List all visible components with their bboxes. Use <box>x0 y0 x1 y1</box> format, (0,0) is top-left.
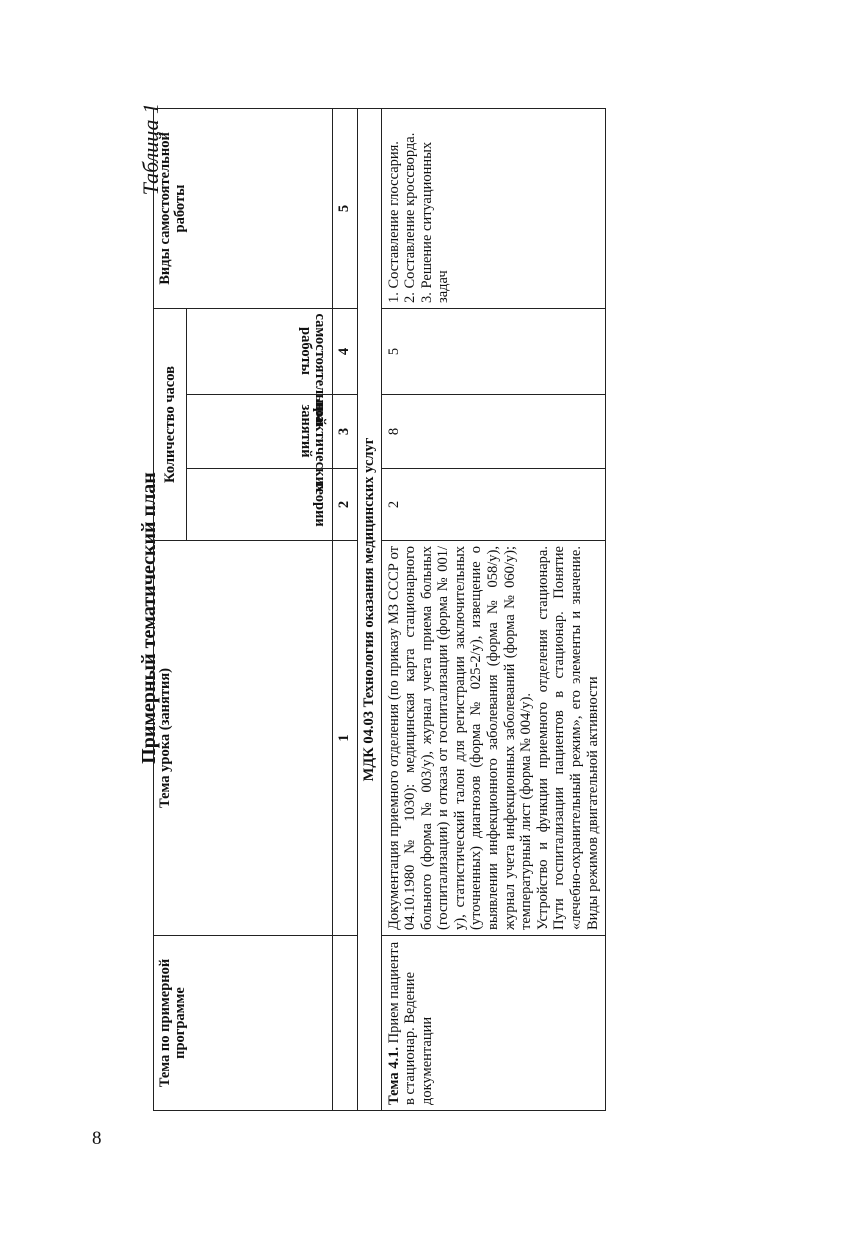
column-number-blank <box>333 936 358 1111</box>
topic-label: Тема 4.1. <box>385 1047 402 1105</box>
table-row <box>381 108 606 1110</box>
header-hours-self: самостоятельной работы <box>186 308 332 394</box>
header-lesson-topic: Тема урока (занятия) <box>154 541 333 936</box>
header-hours-practice: практических занятий <box>186 395 332 469</box>
header-hours-theory: теории <box>186 469 332 541</box>
lesson-paragraph: Устройство и функции приемного отделения стационара. Пути госпитализации пациентов в стационар. Понятие «лечебно-охранительный режим», его элементы и значение. Виды режимов двигательной активности <box>534 546 601 930</box>
thematic-plan-table <box>153 108 606 1111</box>
section-title: МДК 04.03 Технология оказания медицинских услуг <box>358 108 382 1110</box>
table-label: Таблица 1 <box>138 103 163 196</box>
column-number: 5 <box>333 108 358 308</box>
header-topic-program: Тема по примерной программе <box>154 936 333 1111</box>
page-number: 8 <box>92 1128 102 1149</box>
self-work-cell <box>381 108 606 308</box>
section-row <box>358 108 382 1110</box>
page-title: Примерный тематический план <box>138 472 160 764</box>
topic-cell <box>381 936 606 1111</box>
column-number: 2 <box>333 469 358 541</box>
header-self-work-types: Виды самостоятельной работы <box>154 108 333 308</box>
self-hours-value: 5 <box>381 308 606 394</box>
column-number: 4 <box>333 308 358 394</box>
lesson-paragraph: Документация приемного отделения (по приказу МЗ СССР от 04.10.1980 № 1030): медицинская карта стационарного больного (форма № 003/у), журнал учета приема больных (госпитализации) и отказа от госпитализации (форма № 001/у), статистический талон для регистрации заключительных (уточненных) диагнозов (форма № 025-2/у), извещение о выявлении инфекционного заболевания (форма № 058/у), журнал учета инфекционных заболеваний (форма № 060/у); температурный лист (форма № 004/у). <box>385 546 535 930</box>
topic-text: Прием пациента в стационар. Ведение документации <box>385 941 435 1105</box>
self-work-item: 1. Составление глоссария. <box>385 141 402 303</box>
column-numbers-row <box>333 108 358 1110</box>
column-number: 1 <box>333 541 358 936</box>
column-number: 3 <box>333 395 358 469</box>
lesson-cell <box>381 541 606 936</box>
practice-hours-value: 8 <box>381 395 606 469</box>
header-row <box>154 108 187 1110</box>
header-hours-group: Количество часов <box>154 308 187 540</box>
self-work-item: 3. Решение ситуационных задач <box>418 141 452 303</box>
self-work-item: 2. Составление кроссворда. <box>402 132 419 303</box>
theory-hours-value: 2 <box>381 469 606 541</box>
rotated-table-sheet <box>138 103 778 1133</box>
